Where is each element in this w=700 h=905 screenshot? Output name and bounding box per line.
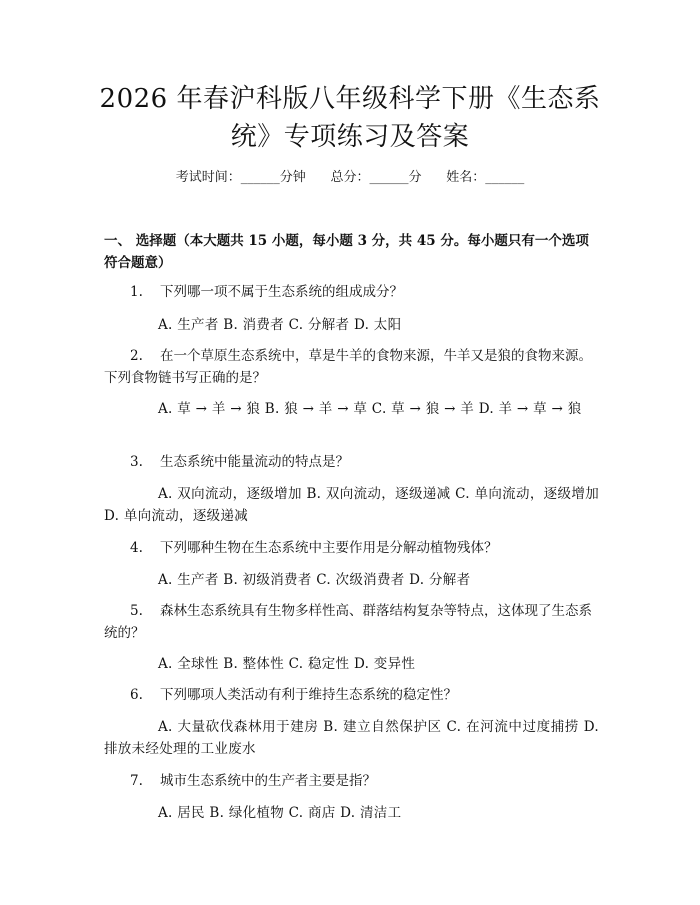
question-text: 下列哪项人类活动有利于维持生态系统的稳定性？ xyxy=(160,687,457,703)
question-text: 下列哪一项不属于生态系统的组成成分？ xyxy=(160,284,403,300)
question-5-options: A. 全球性 B. 整体性 C. 稳定性 D. 变异性 xyxy=(158,656,416,672)
question-6-options: A. 大量砍伐森林用于建房 B. 建立自然保护区 C. 在河流中过度捕捞 D. 排放未经处理的工业废水 xyxy=(104,719,599,757)
question-text: 生态系统中能量流动的特点是？ xyxy=(160,454,349,470)
question-text: 下列哪种生物在生态系统中主要作用是分解动植物残体？ xyxy=(160,540,498,556)
question-3-options: A. 双向流动，逐级增加 B. 双向流动，逐级递减 C. 单向流动，逐级增加 D. 单向流动，逐级递减 xyxy=(104,486,599,524)
question-7 xyxy=(104,770,599,792)
question-3 xyxy=(104,451,599,473)
question-number: 6. xyxy=(130,687,143,703)
question-number: 7. xyxy=(130,773,143,789)
question-4-options: A. 生产者 B. 初级消费者 C. 次级消费者 D. 分解者 xyxy=(158,572,471,588)
question-2 xyxy=(104,345,599,389)
question-number: 5. xyxy=(130,603,143,619)
question-text: 在一个草原生态系统中，草是牛羊的食物来源，牛羊又是狼的食物来源。下列食物链书写正确的是？ xyxy=(104,348,592,386)
question-6 xyxy=(104,684,599,706)
question-5 xyxy=(104,600,599,644)
exam-meta-line: 考试时间：______分钟 总分：______分 姓名：______ xyxy=(175,170,525,185)
question-text: 森林生态系统具有生物多样性高、群落结构复杂等特点，这体现了生态系统的？ xyxy=(104,603,592,641)
question-2-options: A. 草 → 羊 → 狼 B. 狼 → 羊 → 草 C. 草 → 狼 → 羊 D. 羊 → 草 → 狼 xyxy=(158,401,582,417)
question-1-options: A. 生产者 B. 消费者 C. 分解者 D. 太阳 xyxy=(158,317,402,333)
section-heading: 一、 选择题（本大题共 15 小题，每小题 3 分，共 45 分。每小题只有一个选项符合题意） xyxy=(104,233,589,271)
question-number: 3. xyxy=(130,454,143,470)
question-number: 2. xyxy=(130,348,143,364)
question-4 xyxy=(104,537,599,559)
question-number: 4. xyxy=(130,540,143,556)
document-title: 2026 年春沪科版八年级科学下册《生态系统》专项练习及答案 xyxy=(99,84,601,152)
question-text: 城市生态系统中的生产者主要是指？ xyxy=(160,773,376,789)
question-1 xyxy=(104,281,599,303)
question-number: 1. xyxy=(130,284,143,300)
question-7-options: A. 居民 B. 绿化植物 C. 商店 D. 清洁工 xyxy=(158,805,402,821)
